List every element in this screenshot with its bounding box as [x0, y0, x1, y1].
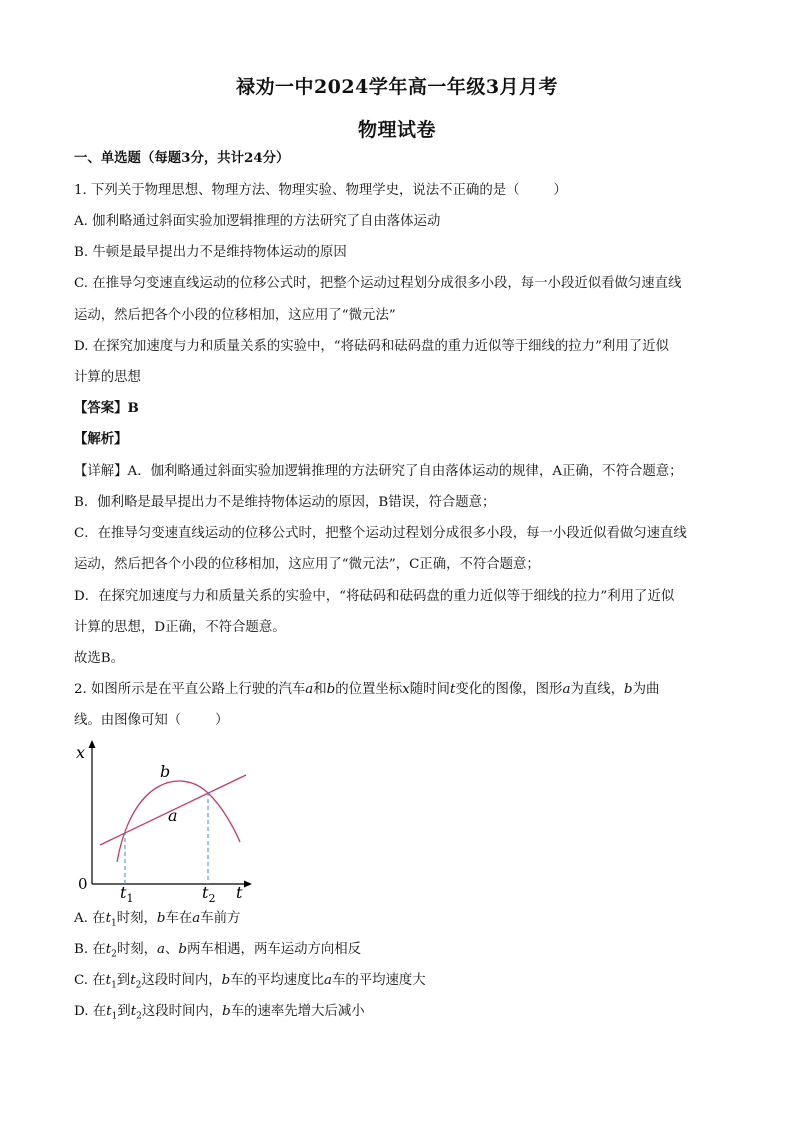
q1-answer: 【答案】B	[74, 400, 139, 416]
q2-stem-line1: 2. 如图所示是在平直公路上行驶的汽车a和b的位置坐标x随时间t变化的图像，图形a为直线，b为曲	[74, 682, 660, 697]
q2-position-time-graph	[72, 738, 262, 903]
x-axis-arrow-icon	[244, 881, 252, 888]
q1-detail-line4: 运动，然后把各个小段的位移相加，这应用了“微元法”，C正确，不符合题意；	[74, 557, 540, 572]
label-b: b	[160, 762, 171, 781]
tick-label-t2: $t_2$	[202, 883, 216, 903]
section-heading: 一、单选题（每题3分，共计24分）	[74, 150, 290, 166]
q1-detail-line2: B．伽利略是最早提出力不是维持物体运动的原因，B错误，符合题意；	[74, 495, 496, 510]
q2-stem-line2: 线。由图像可知（ ）	[74, 713, 229, 728]
q2-option-a: A. 在$t_1$时刻，b车在a车前方	[74, 911, 241, 929]
q1-detail-line6: 计算的思想，D正确，不符合题意。	[74, 620, 286, 635]
curve-b	[117, 781, 240, 862]
axis-label-t: t	[236, 883, 243, 902]
tick-label-t1: $t_1$	[120, 883, 134, 903]
q1-detail-line3: C．在推导匀变速直线运动的位移公式时，把整个运动过程划分成很多小段，每一小段近似看做匀速直线	[74, 526, 687, 541]
q2-option-d: D. 在$t_1$到$t_2$这段时间内，b车的速率先增大后减小	[74, 1004, 365, 1022]
q2-option-b: B. 在$t_2$时刻，a、b两车相遇，两车运动方向相反	[74, 942, 362, 960]
q1-stem: 1. 下列关于物理思想、物理方法、物理实验、物理学史，说法不正确的是（ ）	[74, 183, 567, 198]
q1-detail-line1: 【详解】A．伽利略通过斜面实验加逻辑推理的方法研究了自由落体运动的规律，A正确，不符合题意；	[74, 464, 683, 479]
q1-option-d-line1: D. 在探究加速度与力和质量关系的实验中，“将砝码和砝码盘的重力近似等于细线的拉力”利用了近似	[74, 339, 669, 354]
q1-option-b: B. 牛顿是最早提出力不是维持物体运动的原因	[74, 245, 347, 260]
q1-option-c-line1: C. 在推导匀变速直线运动的位移公式时，把整个运动过程划分成很多小段，每一小段近似看做匀速直线	[74, 276, 682, 291]
label-a: a	[168, 806, 178, 825]
y-axis-arrow-icon	[89, 740, 96, 748]
q1-option-d-line2: 计算的思想	[74, 370, 141, 385]
q1-conclusion: 故选B。	[74, 651, 125, 666]
origin-label: 0	[78, 875, 88, 893]
q1-detail-line5: D．在探究加速度与力和质量关系的实验中，“将砝码和砝码盘的重力近似等于细线的拉力”利用了近似	[74, 589, 675, 604]
axis-label-x: x	[76, 743, 86, 762]
q1-option-a: A. 伽利略通过斜面实验加逻辑推理的方法研究了自由落体运动	[74, 214, 441, 229]
exam-title: 禄劝一中2024学年高一年级3月月考	[235, 76, 559, 98]
q1-analysis-label: 【解析】	[74, 431, 128, 447]
exam-subtitle: 物理试卷	[357, 119, 436, 141]
q2-option-c: C. 在$t_1$到$t_2$这段时间内，b车的平均速度比a车的平均速度大	[74, 973, 426, 991]
q1-option-c-line2: 运动，然后把各个小段的位移相加，这应用了“微元法”	[74, 308, 396, 323]
